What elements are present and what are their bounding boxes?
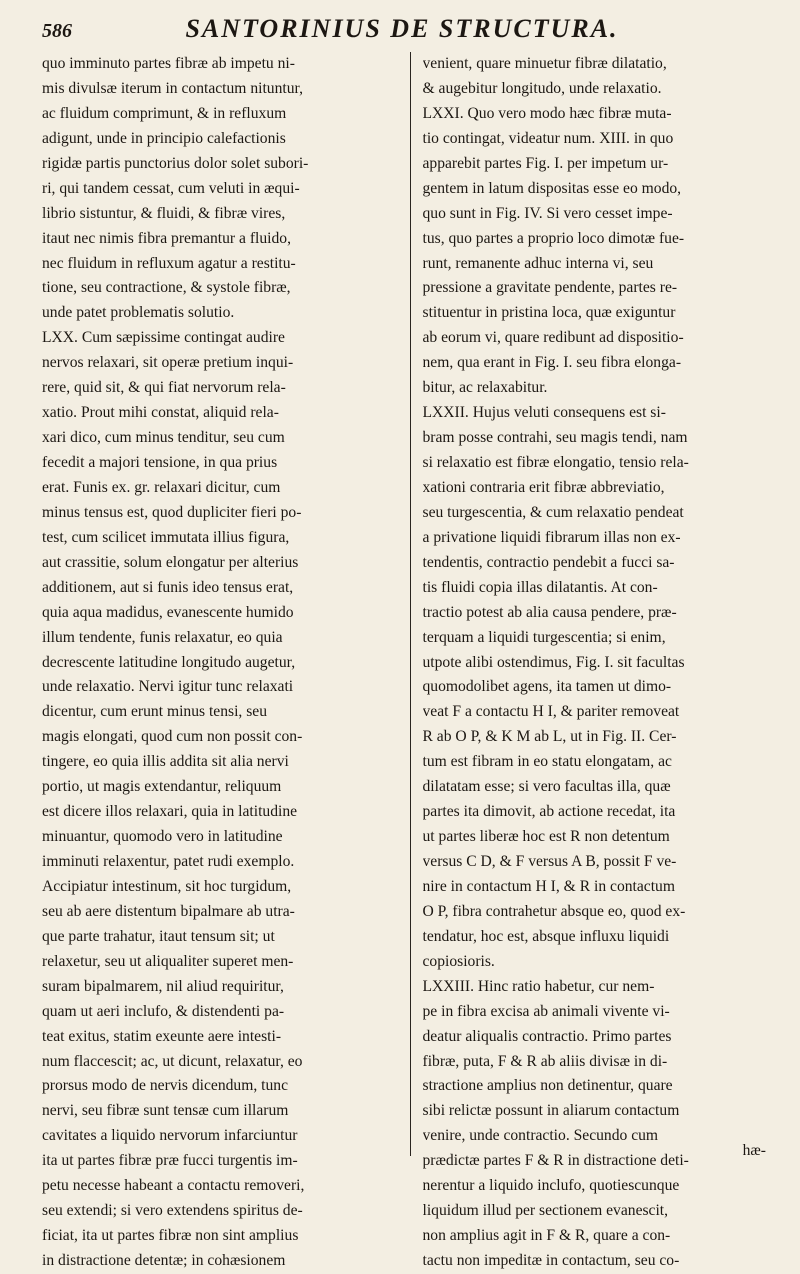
- text-line: tus, quo partes a proprio loco dimotæ fue-: [422, 229, 685, 247]
- text-line: bitur, ac relaxabitur.: [422, 379, 548, 397]
- text-line: copiosioris.: [422, 952, 495, 970]
- text-line: a privatione liquidi fibrarum illas non ex-: [422, 528, 681, 546]
- running-title: SANTORINIUS DE STRUCTURA.: [185, 14, 619, 43]
- text-line: si relaxatio est fibræ elongatio, tensio rela-: [422, 454, 689, 471]
- text-line: bram posse contrahi, seu magis tendi, nam: [422, 429, 688, 447]
- text-line: num flaccescit; ac, ut dicunt, relaxatur, eo: [42, 1052, 303, 1070]
- text-line: ri, qui tandem cessat, cum veluti in æqui-: [42, 179, 300, 197]
- text-line: liquidum illud per sectionem evanescit,: [422, 1202, 669, 1220]
- text-line: nervos relaxari, sit operæ pretium inqui-: [42, 354, 294, 372]
- text-line: que parte trahatur, itaut tensum sit; ut: [42, 927, 275, 945]
- text-line: stituentur in pristina loca, quæ exiguntur: [422, 304, 676, 322]
- text-line: runt, remanente adhuc interna vi, seu: [422, 254, 654, 272]
- text-line: seu ab aere distentum bipalmare ab utra-: [42, 902, 295, 920]
- text-line: venire, unde contractio. Secundo cum: [422, 1127, 659, 1145]
- text-line: sibi relictæ possunt in aliarum contactum: [422, 1102, 680, 1120]
- text-line: mis divulsæ iterum in contactum nituntur,: [42, 79, 303, 97]
- text-line: in distractione detentæ; in cohæsionem: [42, 1252, 286, 1269]
- text-line: relaxetur, seu ut aliqualiter superet men-: [42, 952, 294, 970]
- text-line: quomodolibet agens, ita tamen ut dimo-: [422, 678, 672, 696]
- text-line: LXXI. Quo vero modo hæc fibræ muta-: [422, 104, 672, 122]
- text-line: rere, quid sit, & qui fiat nervorum rela-: [42, 379, 286, 397]
- text-line: seu extendi; si vero extendens spiritus de-: [42, 1202, 303, 1220]
- text-line: tractio potest ab alia causa pendere, præ-: [422, 603, 677, 621]
- text-line: portio, ut magis extendantur, reliquum: [42, 778, 282, 796]
- text-line: tum est fibram in eo statu elongatam, ac: [422, 753, 672, 771]
- text-line: pe in fibra excisa ab animali vivente vi-: [422, 1002, 670, 1020]
- text-line: decrescente latitudine longitudo augetur,: [42, 653, 296, 671]
- text-line: minus tensus est, quod dupliciter fieri po-: [42, 503, 302, 521]
- text-line: quo imminuto partes fibræ ab impetu ni-: [42, 55, 295, 72]
- text-line: LXX. Cum sæpissime contingat audire: [42, 329, 285, 347]
- text-line: unde patet problematis solutio.: [42, 304, 235, 322]
- text-line: nem, qua erant in Fig. I. seu fibra elonga-: [422, 354, 682, 372]
- left-column: [42, 52, 408, 1274]
- text-line: pressione a gravitate pendente, partes re-: [422, 279, 678, 297]
- text-line: minuantur, quomodo vero in latitudine: [42, 828, 283, 846]
- text-line: ac fluidum comprimunt, & in refluxum: [42, 104, 287, 122]
- text-line: itaut nec nimis fibra premantur a fluido,: [42, 229, 291, 247]
- text-line: ut partes liberæ hoc est R non detentum: [422, 828, 670, 846]
- text-line: librio sistuntur, & fluidi, & fibræ vires,: [42, 204, 286, 222]
- text-line: Accipiatur intestinum, sit hoc turgidum,: [42, 877, 292, 895]
- text-line: test, cum scilicet immutata illius figura,: [42, 528, 290, 546]
- text-line: dicentur, cum erunt minus tensi, seu: [42, 703, 268, 721]
- catchword: hæ-: [742, 1142, 766, 1159]
- text-line: & augebitur longitudo, unde relaxatio.: [422, 79, 662, 97]
- text-line: apparebit partes Fig. I. per impetum ur-: [422, 154, 669, 172]
- page-number: 586: [42, 20, 72, 42]
- text-line: magis elongati, quod cum non possit con-: [42, 728, 303, 746]
- right-column: [423, 52, 779, 1274]
- text-line: xari dico, cum minus tenditur, seu cum: [42, 429, 285, 447]
- text-line: O P, fibra contrahetur absque eo, quod ex-: [422, 902, 686, 920]
- text-line: stractione amplius non detinentur, quare: [422, 1077, 673, 1095]
- text-line: unde relaxatio. Nervi igitur tunc relaxati: [42, 678, 294, 696]
- text-line: xatio. Prout mihi constat, aliquid rela-: [42, 404, 279, 422]
- text-line: teat exitus, statim exeunte aere intesti-: [42, 1027, 282, 1045]
- text-line: utpote alibi ostendimus, Fig. I. sit facultas: [422, 653, 685, 671]
- text-line: quia aqua madidus, evanescente humido: [42, 603, 294, 621]
- text-line: seu turgescentia, & cum relaxatio pendeat: [422, 503, 684, 521]
- text-line: tingere, eo quia illis addita sit alia nervi: [42, 753, 289, 771]
- text-line: aut crassitie, solum elongatur per alterius: [42, 553, 299, 571]
- text-line: fecedit a majori tensione, in qua prius: [42, 454, 278, 471]
- text-line: veat F a contactu H I, & pariter removeat: [422, 703, 680, 721]
- text-line: nec fluidum in refluxum agatur a restitu-: [42, 254, 296, 272]
- text-line: adigunt, unde in principio calefactionis: [42, 129, 286, 147]
- text-line: nerentur a liquido inclufo, quotiescunque: [422, 1177, 680, 1195]
- text-line: partes ita dimovit, ab actione recedat, ita: [422, 803, 676, 821]
- text-line: petu necesse habeant a contactu removeri,: [42, 1177, 305, 1195]
- text-line: cavitates a liquido nervorum infarciuntur: [42, 1127, 298, 1145]
- text-line: dilatatam esse; si vero facultas illa, quæ: [422, 778, 671, 796]
- text-line: deatur aliqualis contractio. Primo partes: [422, 1027, 672, 1045]
- text-line: non amplius agit in F & R, quare a con-: [422, 1227, 671, 1245]
- text-line: prorsus modo de nervis dicendum, tunc: [42, 1077, 288, 1095]
- text-line: tio contingat, videatur num. XIII. in quo: [422, 129, 674, 147]
- page-header: [42, 14, 778, 52]
- text-line: quo sunt in Fig. IV. Si vero cesset impe-: [422, 204, 673, 222]
- text-line: versus C D, & F versus A B, possit F ve-: [422, 853, 677, 870]
- text-line: nervi, seu fibræ sunt tensæ cum illarum: [42, 1102, 289, 1120]
- text-line: tactu non impeditæ in contactum, seu co-: [422, 1252, 680, 1269]
- text-line: ficiat, ita ut partes fibræ non sint amplius: [42, 1227, 299, 1245]
- text-line: prædictæ partes F & R in distractione deti-: [422, 1152, 689, 1170]
- text-line: LXXII. Hujus veluti consequens est si-: [422, 404, 666, 422]
- text-columns: [42, 52, 778, 1274]
- text-line: nire in contactum H I, & R in contactum: [422, 877, 675, 895]
- text-line: gentem in latum dispositas esse eo modo,: [422, 179, 682, 197]
- text-line: illum tendente, funis relaxatur, eo quia: [42, 628, 283, 646]
- text-line: tione, seu contractione, & systole fibræ,: [42, 279, 291, 297]
- text-line: erat. Funis ex. gr. relaxari dicitur, cum: [42, 478, 281, 496]
- text-line: tendentis, contractio pendebit a fucci sa-: [422, 553, 675, 571]
- text-line: R ab O P, & K M ab L, ut in Fig. II. Cer-: [422, 728, 677, 746]
- text-line: fibræ, puta, F & R ab aliis divisæ in di-: [422, 1052, 668, 1070]
- text-line: imminuti relaxentur, patet rudi exemplo.: [42, 853, 295, 870]
- text-line: terquam a liquidi turgescentia; si enim,: [422, 628, 666, 646]
- text-line: LXXIII. Hinc ratio habetur, cur nem-: [422, 977, 655, 995]
- text-line: tis fluidi copia illas dilatantis. At con-: [422, 578, 658, 596]
- column-divider: [410, 52, 411, 1156]
- text-line: suram bipalmarem, nil aliud requiritur,: [42, 977, 284, 995]
- text-line: ita ut partes fibræ præ fucci turgentis im-: [42, 1152, 298, 1170]
- text-line: tendatur, hoc est, absque influxu liquidi: [422, 927, 670, 945]
- text-line: rigidæ partis punctorius dolor solet subori-: [42, 154, 309, 172]
- text-line: additionem, aut si funis ideo tensus erat,: [42, 578, 294, 596]
- text-line: ab eorum vi, quare redibunt ad dispositio-: [422, 329, 684, 347]
- text-line: venient, quare minuetur fibræ dilatatio,: [422, 55, 667, 72]
- text-line: est dicere illos relaxari, quia in latitudine: [42, 803, 298, 821]
- text-line: xationi contraria erit fibræ abbreviatio,: [422, 478, 665, 496]
- text-line: quam ut aeri inclufo, & distendenti pa-: [42, 1002, 285, 1020]
